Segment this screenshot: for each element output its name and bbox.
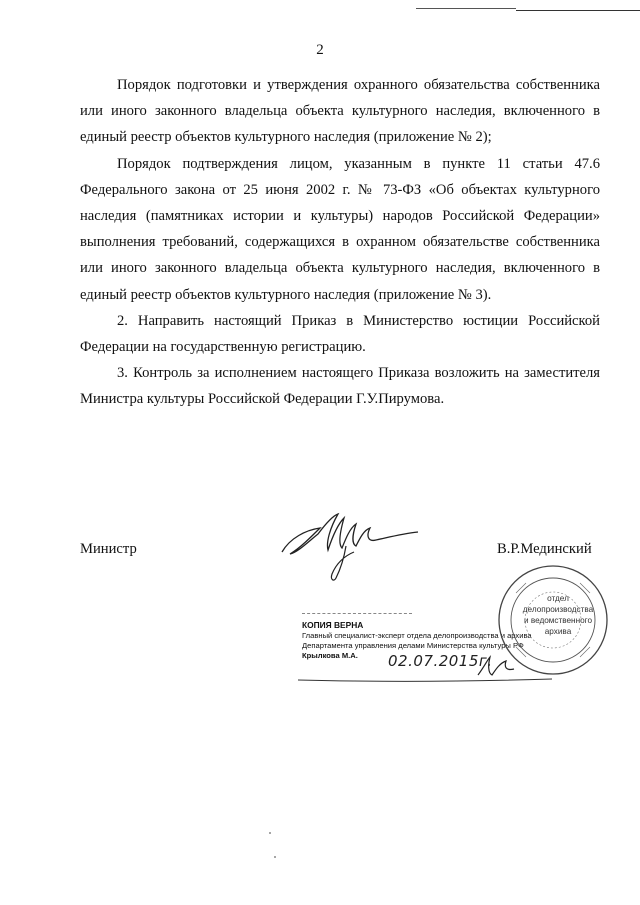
certifier-position: Главный специалист-эксперт отдела делопроизводства и архива xyxy=(302,631,532,640)
stamp-inner-line-4: архива xyxy=(544,627,572,636)
stamp-inner-line-2: делопроизводства xyxy=(522,605,594,614)
minister-title: Министр xyxy=(80,541,137,557)
paragraph-appendix-2: Порядок подготовки и утверждения охранного обязательства собственника или иного законного владельца объекта культурного наследия, включенного в единый реестр объектов культурного наследия (приложение № 2); xyxy=(80,77,600,146)
paragraph-appendix-3: Порядок подтверждения лицом, указанным в пункте 11 статьи 47.6 Федерального закона от 25 июня 2002 г. № 73-ФЗ «Об объектах культурного наследия (памятниках истории и культуры) народов Российской Федерации» выполнения требований, содержащихся в охранном обязательстве собственника или иного законного владельца объекта культурного наследия, включенного в единый реестр объектов культурного наследия (приложение № 3). xyxy=(80,155,600,303)
paragraph-item-3: 3. Контроль за исполнением настоящего Приказа возложить на заместителя Министра культуры Российской Федерации Г.У.Пирумова. xyxy=(80,365,600,408)
stamp-inner-line-1: отдел xyxy=(547,594,569,603)
certifier-department: Департамента управления делами Министерства культуры РФ xyxy=(302,641,524,650)
minister-name: В.Р.Мединский xyxy=(497,541,592,557)
certification-date: 02.07.2015г. xyxy=(388,652,493,670)
stamp-inner-line-3: и ведомственного xyxy=(523,616,593,625)
certifier-name: Крылкова М.А. xyxy=(302,651,358,660)
page-number: 2 xyxy=(316,42,324,58)
paragraph-item-2: 2. Направить настоящий Приказ в Министерство юстиции Российской Федерации на государственную регистрацию. xyxy=(80,312,600,356)
certified-copy-heading: КОПИЯ ВЕРНА xyxy=(302,620,364,630)
